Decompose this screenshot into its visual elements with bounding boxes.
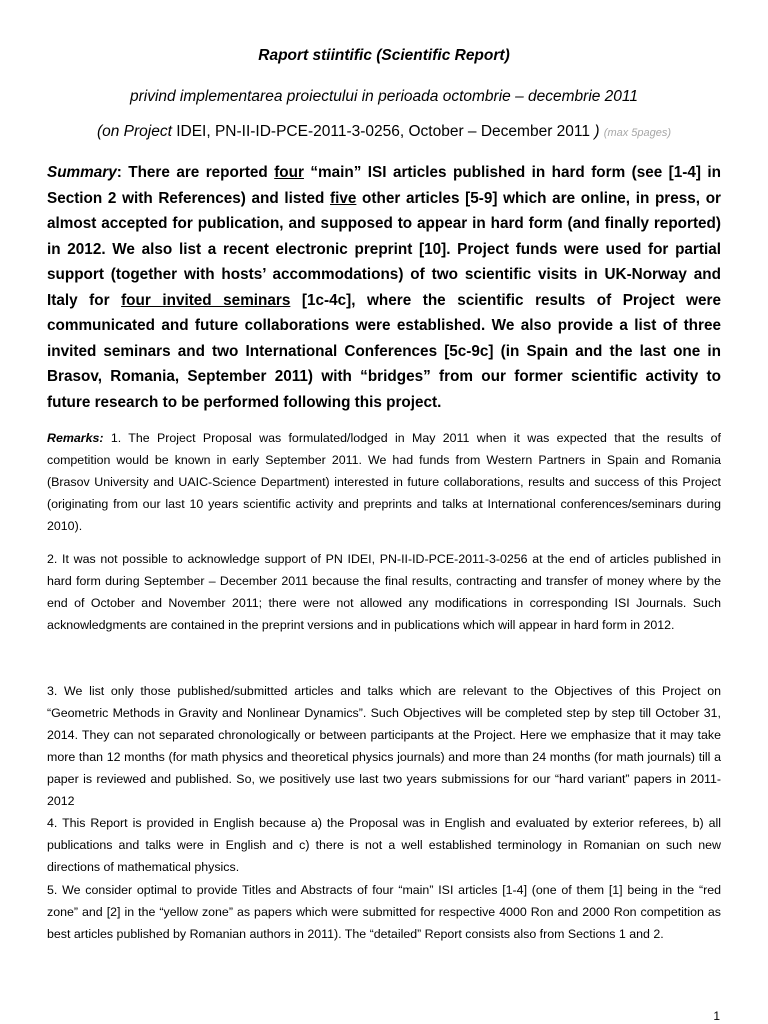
page-number: 1 (713, 1009, 720, 1023)
remark-1 (47, 427, 721, 537)
summary-underline-four: four (274, 164, 304, 181)
remark-5: 5. We consider optimal to provide Titles and Abstracts of four “main” ISI articles [1-4] (one of them [1] being in the “red zone” and [2] in the “yellow zone” as papers which were submitted for respective 4000 Ron and 2000 Ron competition as best articles published by Romanian authors in 2011). The “detailed” Report consists also from Sections 1 and 2. (47, 883, 721, 941)
summary-paragraph (47, 160, 721, 415)
remark-1-text: 1. The Project Proposal was formulated/lodged in May 2011 when it was expected that the results of competition would be known in early September 2011. We had funds from Western Partners in Spain and Romania (Brasov University and UAIC-Science Department) interested in future collaborations, results and success of this Project (originating from our last 10 years scientific activity and preprints and talks at International conferences/seminars during 2010). (47, 431, 721, 533)
summary-underline-five: five (330, 189, 357, 207)
project-id: IDEI, PN-II-ID-PCE-2011-3-0256, October – December 2011 (176, 123, 595, 140)
report-subtitle: privind implementarea proiectului in perioada octombrie – decembrie 2011 (129, 88, 639, 105)
summary-text-3: other articles [5-9] which are online, in press, or almost accepted for publication, and supposed to appear in hard form (and finally reported) in 2012. We also list a recent electronic preprint [10]. Project funds were used for partial support (together with hosts’ accommodations) of two scientific visits in UK-Norway and Italy for (47, 189, 721, 309)
remark-2: 2. It was not possible to acknowledge support of PN IDEI, PN-II-ID-PCE-2011-3-0256 at the end of articles published in hard form during September – December 2011 because the final results, contracting and transfer of money where by the end of October and November 2011; there were not allowed any modifications in corresponding ISI Journals. Such acknowledgments are contained in the preprint versions and in publications which will appear in hard form in 2012. (47, 552, 721, 632)
remark-4: 4. This Report is provided in English because a) the Proposal was in English and evaluated by exterior referees, b) all publications and talks were in English and c) there is not a well established terminology in Romanian on such new directions of mathematical physics. (47, 816, 721, 874)
remarks-label: Remarks: (47, 431, 104, 445)
summary-text-4: [1c-4c], where the scientific results of Project were communicated and future collaborations were established. We also provide a list of three invited seminars and two International Conferences [5c-9c] (in Spain and the last one in Brasov, Romania, September 2011) with “bridges” from our former scientific activity to future research to be performed following this project. (47, 291, 721, 411)
summary-label: Summary (47, 164, 117, 181)
project-close: ) (594, 123, 600, 140)
summary-text-2: “main” ISI articles published in hard form (see [1-4] in Section 2 with References) and listed (47, 164, 721, 207)
summary-underline-seminars: four invited seminars (121, 291, 291, 309)
project-prefix: (on Project (96, 123, 177, 140)
remark-3: 3. We list only those published/submitted articles and talks which are relevant to the Objectives of this Project on “Geometric Methods in Gravity and Nonlinear Dynamics”. Such Objectives will be completed step by step till October 31, 2014. They can not separated chronologically or between participants at the Project. Here we emphasize that it may take more than 12 months (for math physics and theoretical physics journals) and more than 24 months (for math journals) till a paper is reviewed and published. So, we positively use last two years submissions for our “hard variant” papers in 2011-2012 (47, 684, 721, 808)
max-pages-note: (max 5pages) (603, 127, 672, 139)
summary-text-1: : There are reported (116, 164, 275, 181)
project-line (0, 123, 768, 141)
report-title: Raport stiintific (Scientific Report) (258, 47, 510, 64)
